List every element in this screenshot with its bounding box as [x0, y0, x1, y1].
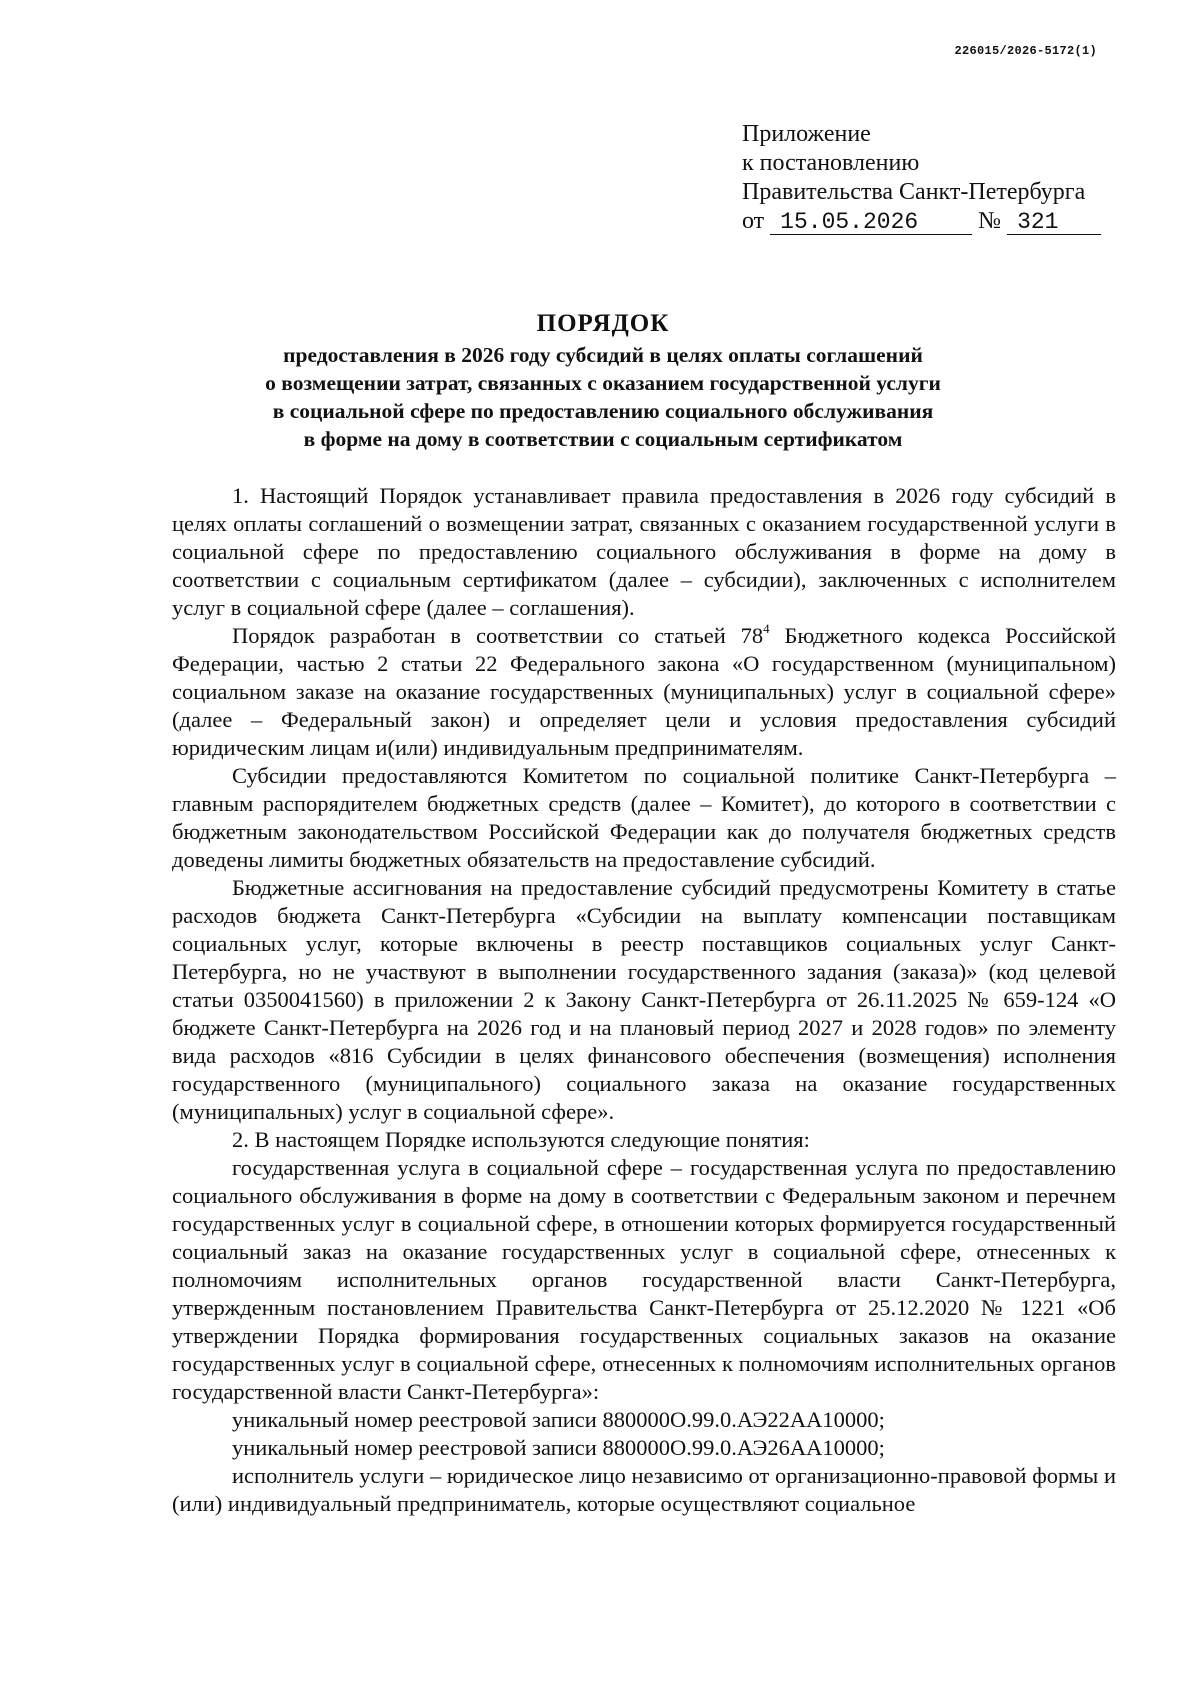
appendix-line-1: Приложение — [742, 121, 871, 147]
title-sub-1: предоставления в 2026 году субсидий в целях оплаты соглашений — [283, 343, 923, 367]
appendix-date-line — [742, 207, 1101, 236]
paragraph-4: Бюджетные ассигнования на предоставление субсидий предусмотрены Комитету в статье расходов бюджета Санкт-Петербурга «Субсидии на выплату компенсации поставщикам социальных услуг, которые включены в реестр поставщиков социальных услуг Санкт-Петербурга, но не участвуют в выполнении государственного задания (заказа)» (код целевой статьи 0350041560) в приложении 2 к Закону Санкт-Петербурга от 26.11.2025 № 659-124 «О бюджете Санкт-Петербурга на 2026 год и на плановый период 2027 и 2028 годов» по элементу вида расходов «816 Субсидии в целях финансового обеспечения (возмещения) исполнения государственного (муниципального) социального заказа на оказание государственных (муниципальных) услуг в социальной сфере». — [172, 875, 1116, 1124]
paragraph-7: уникальный номер реестровой записи 880000О.99.0.АЭ22АА10000; — [232, 1407, 885, 1432]
paragraph-2-start: Порядок разработан в соответствии со статьей 78 — [232, 623, 764, 648]
paragraph-2-end: Бюджетного кодекса Российской Федерации, частью 2 статьи 22 Федерального закона «О государственном (муниципальном) социальном заказе на оказание государственных (муниципальных) услуг в социальной сфере» (далее – Федеральный закон) и определяет цели и условия предоставления субсидий юридическим лицам и(или) индивидуальным предпринимателям. — [172, 623, 1117, 760]
paragraph-5: 2. В настоящем Порядке используются следующие понятия: — [232, 1127, 810, 1152]
document-body — [172, 482, 1116, 1518]
paragraph-8: уникальный номер реестровой записи 880000О.99.0.АЭ26АА10000; — [232, 1435, 885, 1460]
resolution-date: 15.05.2026 — [770, 210, 972, 235]
from-label: от — [742, 208, 765, 234]
registration-number: 226015/2026-5172(1) — [954, 44, 1097, 58]
appendix-line-2: к постановлению — [742, 150, 920, 176]
paragraph-1: 1. Настоящий Порядок устанавливает правила предоставления в 2026 году субсидий в целях оплаты соглашений о возмещении затрат, связанных с оказанием государственной услуги в социальной сфере по предоставлению социального обслуживания в форме на дому в соответствии с социальным сертификатом (далее – субсидии), заключенных с исполнителем услуг в социальной сфере (далее – соглашения). — [172, 483, 1116, 620]
paragraph-9: исполнитель услуги – юридическое лицо независимо от организационно-правовой формы и (или) индивидуальный предприниматель, которые осуществляют социальное — [172, 1463, 1116, 1516]
title-sub-3: в социальной сфере по предоставлению социального обслуживания — [272, 399, 934, 423]
appendix-line-3: Правительства Санкт-Петербурга — [742, 179, 1086, 205]
number-label: № — [978, 208, 1002, 234]
appendix-header — [742, 120, 1101, 236]
title-sub-2: о возмещении затрат, связанных с оказанием государственной услуги — [265, 371, 941, 395]
title-main: ПОРЯДОК — [536, 310, 670, 337]
article-superscript: 4 — [763, 620, 770, 636]
paragraph-3: Субсидии предоставляются Комитетом по социальной политике Санкт-Петербурга – главным распорядителем бюджетных средств (далее – Комитет), до которого в соответствии с бюджетным законодательством Российской Федерации как до получателя бюджетных средств доведены лимиты бюджетных обязательств на предоставление субсидий. — [172, 763, 1116, 872]
paragraph-6: государственная услуга в социальной сфере – государственная услуга по предоставлению социального обслуживания в форме на дому в соответствии с Федеральным законом и перечнем государственных услуг в социальной сфере, в отношении которых формируется государственный социальный заказ на оказание государственных услуг в социальной сфере, отнесенных к полномочиям исполнительных органов государственной власти Санкт-Петербурга, утвержденным постановлением Правительства Санкт-Петербурга от 25.12.2020 № 1221 «Об утверждении Порядка формирования государственных социальных заказов на оказание государственных услуг в социальной сфере, отнесенных к полномочиям исполнительных органов государственной власти Санкт-Петербурга»: — [172, 1155, 1116, 1404]
resolution-number: 321 — [1007, 210, 1101, 235]
document-title — [170, 307, 1036, 453]
title-sub-4: в форме на дому в соответствии с социальным сертификатом — [303, 427, 903, 451]
paragraph-2 — [172, 622, 1116, 762]
